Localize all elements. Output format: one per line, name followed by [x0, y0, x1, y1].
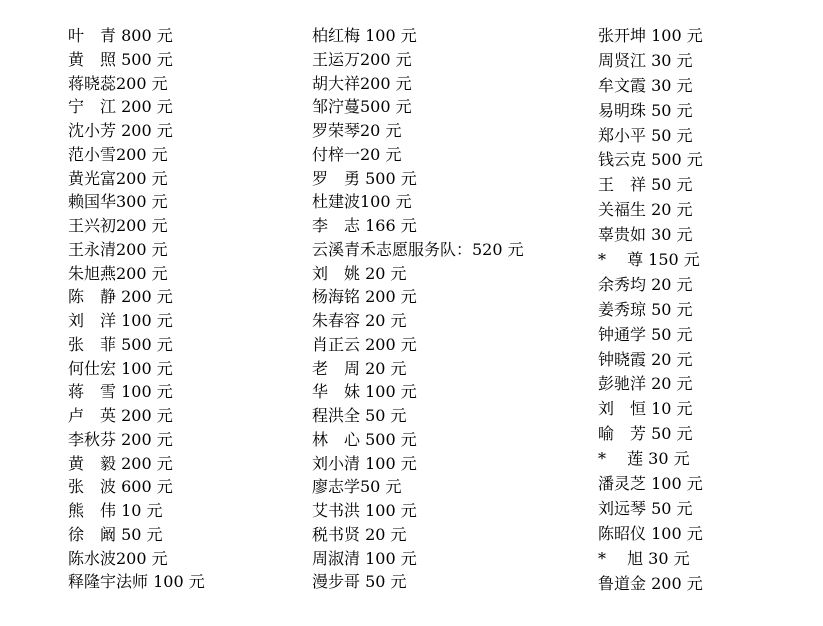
donation-entry: 朱春容 20 元	[312, 311, 407, 330]
donation-entry: 陈昭仪 100 元	[598, 523, 703, 543]
donation-entry: 陈 静 200 元	[68, 287, 173, 307]
donation-entry: 释隆宇法师 100 元	[68, 572, 205, 592]
donation-entry: 张 菲 500 元	[68, 334, 173, 354]
donation-entry: 姜秀琼 50 元	[598, 299, 693, 319]
donation-entry: 徐 阚 50 元	[68, 524, 163, 544]
donation-entry: 付梓一20 元	[312, 144, 402, 164]
donation-entry: 柏红梅 100 元	[312, 26, 417, 45]
donation-entry: 刘 恒 10 元	[598, 399, 693, 419]
donation-entry: 王兴初200 元	[68, 216, 168, 235]
donation-entry: 艾书洪 100 元	[312, 501, 417, 520]
donation-entry: 刘小清 100 元	[312, 453, 417, 473]
donation-entry: * 莲 30 元	[598, 449, 690, 469]
donation-entry: 蒋 雪 100 元	[68, 382, 173, 402]
donation-entry: 赖国华300 元	[68, 192, 168, 212]
donation-entry: 卢 英 200 元	[68, 406, 173, 425]
donation-entry: 范小雪200 元	[68, 144, 168, 164]
donation-entry: 郑小平 50 元	[598, 125, 693, 145]
donation-entry: 云溪青禾志愿服务队：520 元	[312, 239, 524, 259]
donation-entry: 杨海铭 200 元	[312, 287, 417, 307]
donation-entry: 潘灵芝 100 元	[598, 474, 703, 494]
donation-entry: 张开坤 100 元	[598, 26, 703, 45]
donation-entry: 税书贤 20 元	[312, 524, 407, 544]
donation-entry: * 旭 30 元	[598, 548, 690, 568]
donation-entry: 邹泞蔓500 元	[312, 97, 412, 117]
donation-entry: 李 志 166 元	[312, 216, 417, 235]
donation-entry: 陈水波200 元	[68, 548, 168, 568]
donation-entry: 漫步哥 50 元	[312, 572, 407, 592]
donation-entry: 王运万200 元	[312, 49, 412, 69]
donation-entry: 叶 青 800 元	[68, 26, 173, 45]
donation-entry: 钟通学 50 元	[598, 324, 693, 344]
donation-entry: 朱旭燕200 元	[68, 263, 168, 283]
donation-entry: 关福生 20 元	[598, 200, 693, 220]
donation-entry: 刘 姚 20 元	[312, 263, 407, 283]
donation-entry: 张 波 600 元	[68, 477, 173, 497]
donation-entry: 何仕宏 100 元	[68, 358, 173, 378]
donation-entry: 周淑清 100 元	[312, 548, 417, 568]
donation-entry: 余秀均 20 元	[598, 274, 693, 294]
donation-entry: 辜贵如 30 元	[598, 225, 693, 245]
donation-entry: 胡大祥200 元	[312, 73, 412, 93]
donation-entry: 熊 伟 10 元	[68, 501, 163, 520]
donation-entry: 王永清200 元	[68, 239, 168, 259]
donation-entry: 罗 勇 500 元	[312, 168, 417, 188]
donation-entry: 黄 照 500 元	[68, 49, 173, 69]
donation-entry: 钟晓霞 20 元	[598, 349, 693, 369]
donation-entry: 刘 洋 100 元	[68, 311, 173, 330]
donation-entry: 老 周 20 元	[312, 358, 407, 378]
donation-entry: 喻 芳 50 元	[598, 424, 693, 444]
donation-entry: 蒋晓蕊200 元	[68, 73, 168, 93]
donation-entry: 沈小芳 200 元	[68, 121, 173, 140]
donation-entry: 廖志学50 元	[312, 477, 402, 497]
donation-entry: 肖正云 200 元	[312, 334, 417, 354]
donation-entry: 林 心 500 元	[312, 429, 417, 449]
donation-entry: 周贤江 30 元	[598, 50, 693, 70]
donation-entry: 程洪全 50 元	[312, 406, 407, 425]
donation-entry: 鲁道金 200 元	[598, 573, 703, 593]
donation-entry: 钱云克 500 元	[598, 150, 703, 170]
donation-entry: 黄 毅 200 元	[68, 453, 173, 473]
donation-entry: 宁 江 200 元	[68, 97, 173, 117]
donation-entry: 刘远琴 50 元	[598, 498, 693, 518]
donation-entry: 黄光富200 元	[68, 168, 168, 188]
donor-column-1	[68, 24, 205, 594]
donation-entry: 杜建波100 元	[312, 192, 412, 212]
donor-column-3	[598, 24, 703, 596]
donation-entry: * 尊 150 元	[598, 250, 700, 270]
donation-entry: 牟文霞 30 元	[598, 75, 693, 95]
donation-entry: 易明珠 50 元	[598, 100, 693, 120]
donation-entry: 罗荣琴20 元	[312, 121, 402, 140]
donor-column-2	[312, 24, 524, 594]
donation-entry: 华 妹 100 元	[312, 382, 417, 402]
donation-entry: 王 祥 50 元	[598, 175, 693, 195]
donation-entry: 彭驰洋 20 元	[598, 374, 693, 394]
donation-entry: 李秋芬 200 元	[68, 429, 173, 449]
